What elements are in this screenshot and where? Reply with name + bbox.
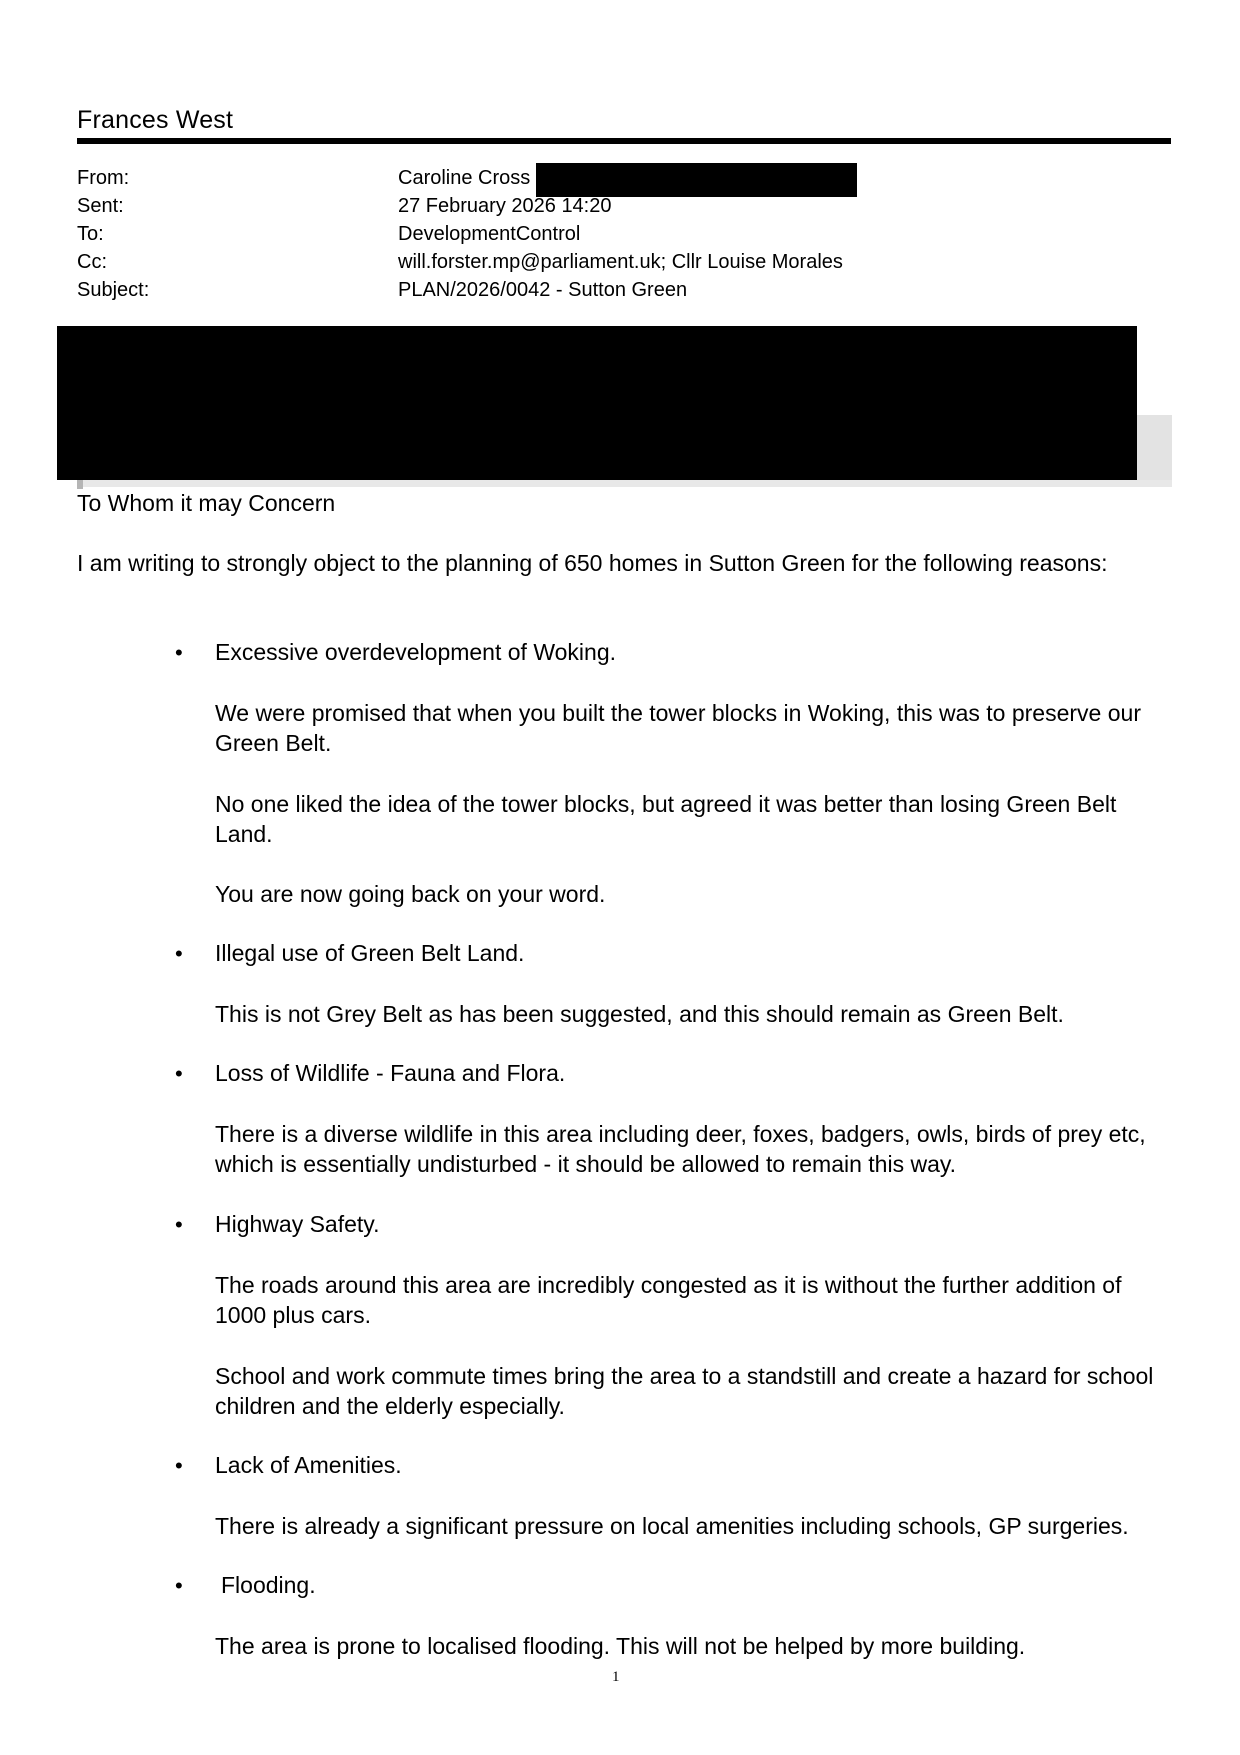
reason-paragraph: No one liked the idea of the tower blocks, but agreed it was better than losing Green Belt Land. — [215, 791, 1117, 847]
bullet-icon: • — [175, 941, 183, 966]
reason-paragraph: We were promised that when you built the tower blocks in Woking, this was to preserve our Green Belt. — [215, 700, 1141, 756]
to-value: DevelopmentControl — [398, 223, 581, 245]
bullet-icon: • — [175, 1573, 183, 1598]
cc-label: Cc: — [77, 251, 107, 273]
sent-label: Sent: — [77, 195, 124, 217]
reason-title: Illegal use of Green Belt Land. — [215, 940, 525, 966]
reason-paragraph: You are now going back on your word. — [215, 881, 606, 907]
bullet-icon: • — [175, 640, 183, 665]
bullet-icon: • — [175, 1453, 183, 1478]
reason-paragraph: There is already a significant pressure on local amenities including schools, GP surgeries. — [215, 1513, 1129, 1539]
page-number: 1 — [612, 1669, 620, 1685]
sent-value: 27 February 2026 14:20 — [398, 195, 612, 217]
reason-paragraph: School and work commute times bring the area to a standstill and create a hazard for school children and the elderly especially. — [215, 1363, 1154, 1419]
to-label: To: — [77, 223, 104, 245]
grey-banner-strip — [77, 480, 1172, 487]
from-value: Caroline Cross — [398, 167, 531, 189]
reason-paragraph: The area is prone to localised flooding. This will not be helped by more building. — [215, 1633, 1026, 1659]
reason-title: Flooding. — [221, 1572, 316, 1598]
bullet-icon: • — [175, 1061, 183, 1086]
subject-label: Subject: — [77, 279, 150, 301]
header-rule — [77, 138, 1171, 144]
intro-paragraph: I am writing to strongly object to the planning of 650 homes in Sutton Green for the following reasons: — [77, 550, 1108, 576]
redaction-block — [57, 326, 1137, 480]
grey-banner-edge — [1137, 415, 1172, 487]
reason-paragraph: The roads around this area are incredibly congested as it is without the further addition of 1000 plus cars. — [215, 1272, 1122, 1328]
owner-name: Frances West — [77, 106, 234, 134]
greeting: To Whom it may Concern — [77, 490, 336, 516]
reason-title: Excessive overdevelopment of Woking. — [215, 639, 616, 665]
reason-paragraph: This is not Grey Belt as has been suggested, and this should remain as Green Belt. — [215, 1001, 1064, 1027]
cc-value: will.forster.mp@parliament.uk; Cllr Louise Morales — [398, 251, 843, 273]
subject-value: PLAN/2026/0042 - Sutton Green — [398, 279, 688, 301]
reason-title: Loss of Wildlife - Fauna and Flora. — [215, 1060, 566, 1086]
reason-title: Highway Safety. — [215, 1211, 380, 1237]
reason-paragraph: There is a diverse wildlife in this area including deer, foxes, badgers, owls, birds of prey etc, which is essentially undisturbed - it should be allowed to remain this way. — [215, 1121, 1146, 1177]
redaction-email-address — [536, 163, 857, 197]
from-label: From: — [77, 167, 130, 189]
bullet-icon: • — [175, 1212, 183, 1237]
reason-title: Lack of Amenities. — [215, 1452, 402, 1478]
